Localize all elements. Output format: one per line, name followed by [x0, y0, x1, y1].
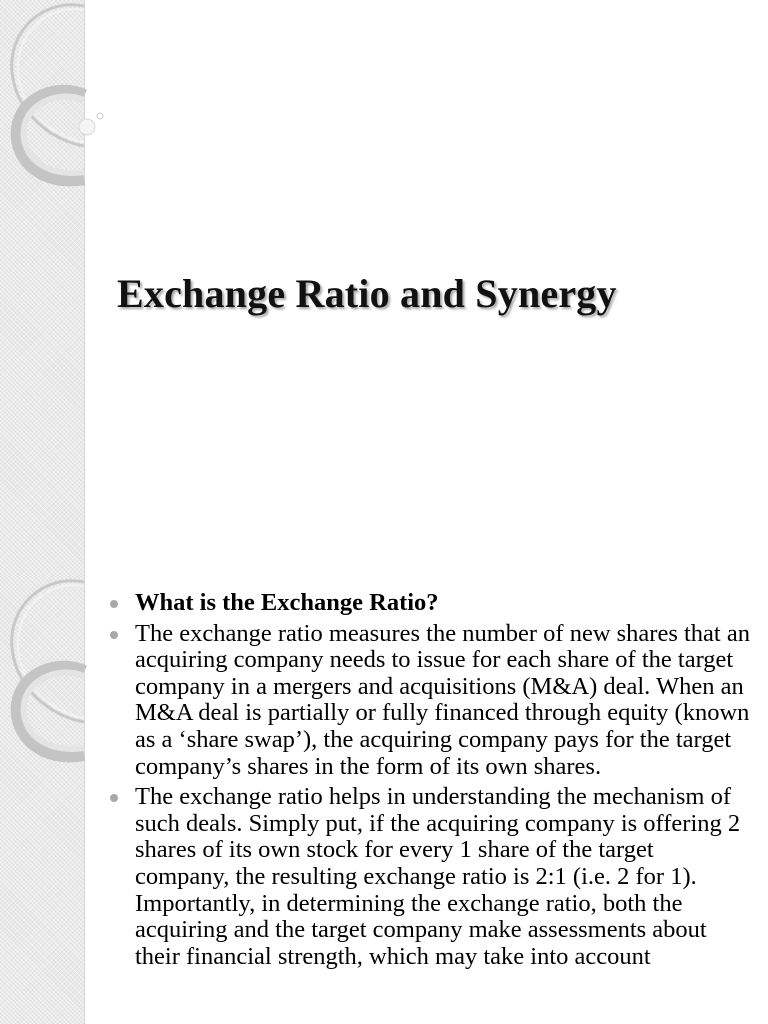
- decorative-swirl-icon: [0, 576, 110, 776]
- bullet-dot-icon: [110, 631, 118, 639]
- bullet-item: [110, 621, 750, 781]
- bullet-text: The exchange ratio measures the number of new shares that an acquiring company needs to issue for each share of the target company in a mergers and acquisitions (M&A) deal. When an M&A deal is partially or fully financed through equity (known as a ‘share swap’), the acquiring company pays for the target company’s shares in the form of its own shares.: [135, 619, 750, 780]
- bullet-item: [110, 784, 750, 970]
- bullet-text: What is the Exchange Ratio?: [135, 589, 439, 616]
- slide-2: [0, 576, 768, 1024]
- slide-title: Exchange Ratio and Synergy: [117, 271, 617, 316]
- bullet-dot-icon: [110, 794, 118, 802]
- bullet-list: [110, 590, 750, 974]
- bullet-text: The exchange ratio helps in understanding the mechanism of such deals. Simply put, if the acquiring company is offering 2 shares of its own stock for every 1 share of the target company, the resulting exchange ratio is 2:1 (i.e. 2 for 1). Importantly, in determining the exchange ratio, both the acquiring and the target company make assessments about their financial strength, which may take into account: [135, 783, 741, 970]
- bullet-item: [110, 590, 750, 617]
- bullet-dot-icon: [110, 600, 118, 608]
- decorative-swirl-icon: [0, 0, 110, 200]
